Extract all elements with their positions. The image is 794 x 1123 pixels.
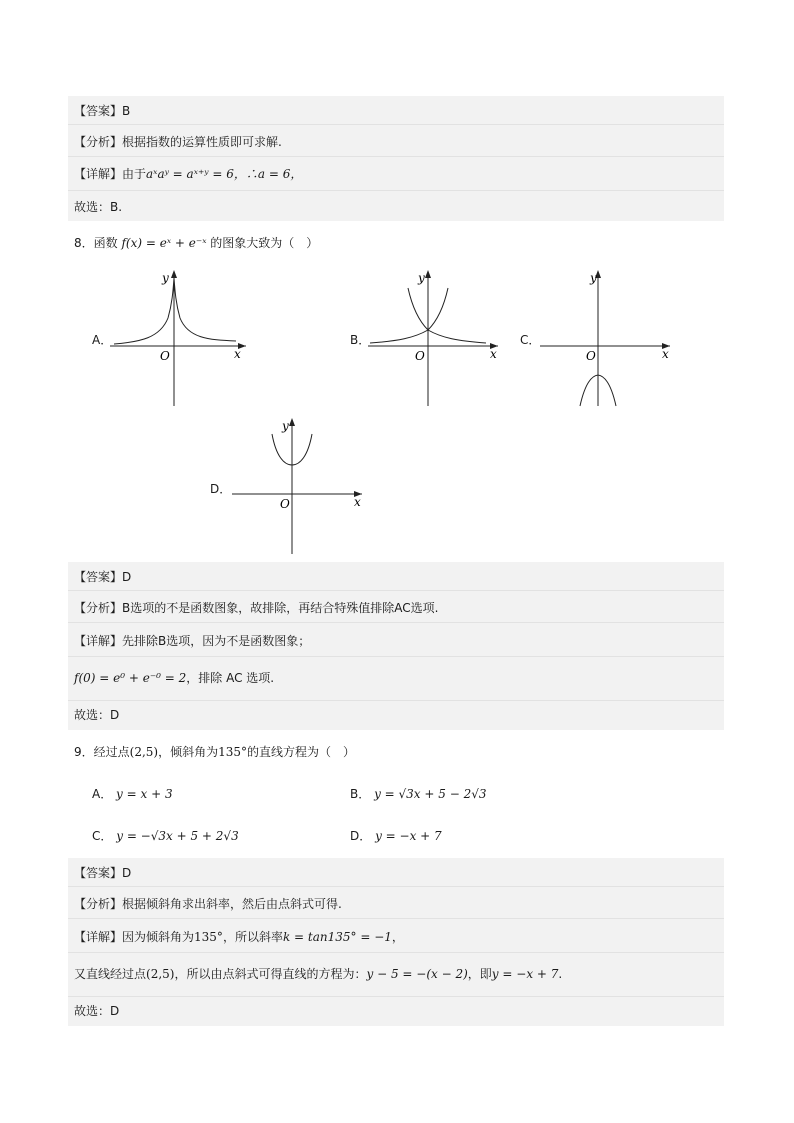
q8-detail-2	[74, 667, 274, 689]
q9-detail-2-end: .	[558, 967, 563, 981]
q9-answer: 【答案】D	[74, 866, 132, 880]
q9-detail-2-pre: 又直线经过点	[74, 967, 147, 981]
q9-detail-2-math: y − 5 = −(x − 2)	[366, 967, 468, 981]
q7-detail	[74, 163, 302, 185]
q8-graph-d	[230, 416, 370, 556]
divider	[68, 590, 724, 591]
q8-detail: 【详解】先排除B选项，因为不是函数图象；	[74, 634, 311, 648]
q9-detail-mid: ，所以斜率	[222, 930, 283, 944]
q7-detail-pre: 由于	[122, 167, 147, 181]
q9-detail-math: k = tan135° = −1	[282, 930, 392, 944]
q7-choose: 故选：B.	[74, 200, 123, 214]
q9-detail-2-mid2: ，即	[467, 967, 492, 981]
q7-detail-math: aˣaʸ = aˣ⁺ʸ = 6，∴a = 6，	[146, 167, 303, 181]
axis-y-label: y	[162, 271, 169, 285]
q9-detail-2-math2: y = −x + 7	[491, 967, 559, 981]
q9-mid: ，倾斜角为	[158, 745, 219, 759]
q8-graph-a	[110, 268, 250, 408]
q7-solution-block	[68, 96, 724, 221]
q8-option-b-label: B．	[350, 333, 371, 347]
origin-label: O	[415, 349, 425, 363]
q9-detail-pre: 因为倾斜角为	[122, 930, 195, 944]
q9-angle: 135°	[218, 745, 248, 759]
divider	[68, 156, 724, 157]
divider	[68, 996, 724, 997]
q9-detail-2-mid: ，所以由点斜式可得直线的方程为：	[174, 967, 367, 981]
divider	[68, 124, 724, 125]
q9-option-b-label: B．	[350, 787, 371, 801]
q9-option-d-label: D．	[350, 829, 372, 843]
q9-option-b-expr: y = √3x + 5 − 2√3	[374, 787, 487, 801]
q9-option-d[interactable]	[350, 825, 442, 847]
divider	[68, 656, 724, 657]
q8-question	[74, 232, 318, 254]
q8-function: f(x) = eˣ + e⁻ˣ	[121, 236, 207, 250]
axis-y-label: y	[418, 271, 425, 285]
q8-analysis: 【分析】B选项的不是函数图象，故排除，再结合特殊值排除AC选项.	[74, 601, 439, 615]
q9-question	[74, 741, 355, 763]
q9-number: 9．经过点	[74, 745, 130, 759]
divider	[68, 918, 724, 919]
axis-y-label: y	[282, 419, 289, 433]
axis-x-label: x	[354, 495, 361, 509]
q9-detail-angle: 135°	[194, 930, 223, 944]
q8-suffix: 的图象大致为（ ）	[210, 236, 319, 250]
q9-detail-2-point: (2,5)	[146, 967, 175, 981]
divider	[68, 952, 724, 953]
q9-option-a-label: A．	[92, 787, 113, 801]
axis-x-label: x	[490, 347, 497, 361]
q7-detail-label: 【详解】	[74, 167, 123, 181]
q7-analysis: 【分析】根据指数的运算性质即可求解.	[74, 135, 282, 149]
origin-label: O	[586, 349, 596, 363]
divider	[68, 190, 724, 191]
q9-option-c-expr: y = −√3x + 5 + 2√3	[116, 829, 239, 843]
q9-choose: 故选：D	[74, 1004, 120, 1018]
q9-detail-2	[74, 963, 562, 985]
q9-analysis: 【分析】根据倾斜角求出斜率，然后由点斜式可得.	[74, 897, 342, 911]
q8-detail-2-math: f(0) = e⁰ + e⁻⁰ = 2	[74, 671, 187, 685]
q8-number: 8．函数	[74, 236, 118, 250]
q8-graph-c	[538, 268, 678, 408]
q8-option-c-label: C．	[520, 333, 541, 347]
divider	[68, 622, 724, 623]
q9-option-c-label: C．	[92, 829, 113, 843]
divider	[68, 700, 724, 701]
axis-x-label: x	[234, 347, 241, 361]
axis-y-label: y	[590, 271, 597, 285]
q8-answer: 【答案】D	[74, 570, 132, 584]
origin-label: O	[280, 497, 290, 511]
q9-detail-end: ，	[391, 930, 404, 944]
axis-x-label: x	[662, 347, 669, 361]
q9-option-a[interactable]	[92, 783, 173, 805]
q8-option-d-label: D．	[210, 482, 232, 496]
q8-choose: 故选：D	[74, 708, 120, 722]
q9-option-c[interactable]	[92, 825, 239, 847]
q9-option-b[interactable]	[350, 783, 487, 805]
q9-point: (2,5)	[129, 745, 159, 759]
q9-detail-label: 【详解】	[74, 930, 123, 944]
q9-detail	[74, 926, 404, 948]
q9-option-d-expr: y = −x + 7	[375, 829, 442, 843]
q9-suffix: 的直线方程为（ ）	[247, 745, 356, 759]
origin-label: O	[160, 349, 170, 363]
q7-answer: 【答案】B	[74, 104, 131, 118]
q8-graph-b	[368, 268, 508, 408]
q8-option-a-label: A．	[92, 333, 113, 347]
divider	[68, 886, 724, 887]
q9-option-a-expr: y = x + 3	[116, 787, 173, 801]
q8-detail-2-suffix: ，排除 AC 选项.	[186, 671, 275, 685]
